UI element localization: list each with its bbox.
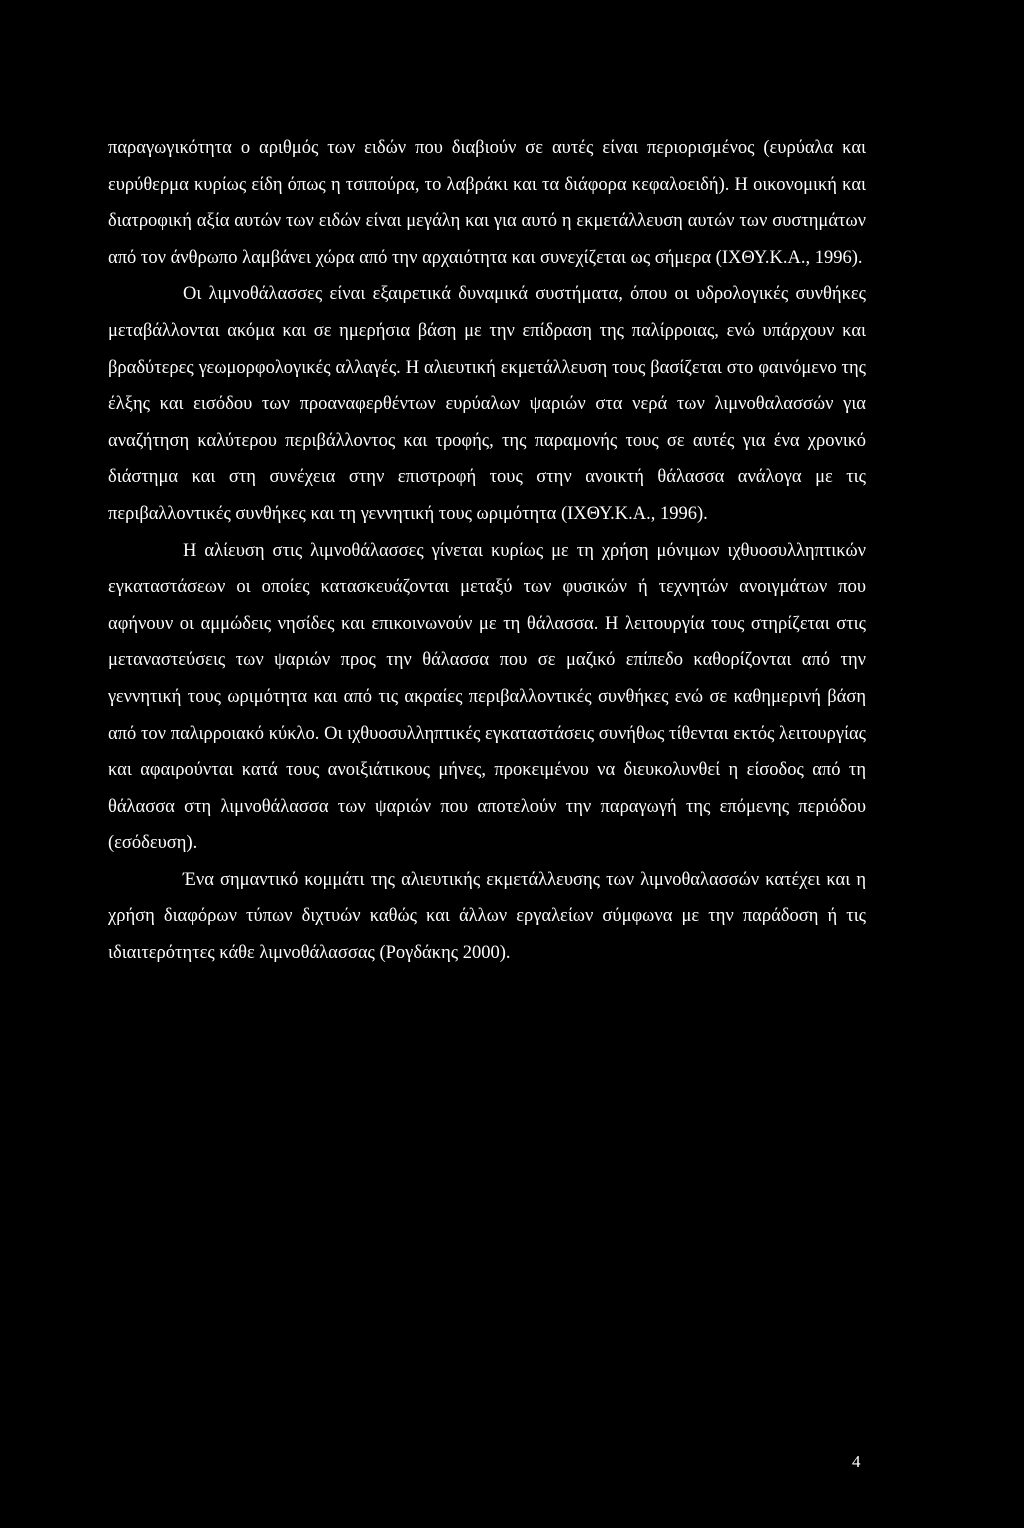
page-number: 4 xyxy=(852,1452,861,1471)
paragraph-2: Οι λιμνοθάλασσες είναι εξαιρετικά δυναμικά συστήματα, όπου οι υδρολογικές συνθήκες μεταβάλλονται ακόμα και σε ημερήσια βάση με την επίδραση της παλίρροιας, ενώ υπάρχουν και βραδύτερες γεωμορφολογικές αλλαγές. Η αλιευτική εκμετάλλευση τους βασίζεται στο φαινόμενο της έλξης και εισόδου των προαναφερθέντων ευρύαλων ψαριών στα νερά των λιμνοθαλασσών για αναζήτηση καλύτερου περιβάλλοντος και τροφής, της παραμονής τους σε αυτές για ένα χρονικό διάστημα και στη συνέχεια στην επιστροφή τους στην ανοικτή θάλασσα ανάλογα με τις περιβαλλοντικές συνθήκες και τη γεννητική τους ωριμότητα (ΙΧΘΥ.Κ.Α., 1996). xyxy=(108,284,866,524)
paragraph-1: παραγωγικότητα ο αριθμός των ειδών που διαβιούν σε αυτές είναι περιορισμένος (ευρύαλα και ευρύθερμα κυρίως είδη όπως η τσιπούρα, το λαβράκι και τα διάφορα κεφαλοειδή). Η οικονομική και διατροφική αξία αυτών των ειδών είναι μεγάλη και για αυτό η εκμετάλλευση αυτών των συστημάτων από τον άνθρωπο λαμβάνει χώρα από την αρχαιότητα και συνεχίζεται ως σήμερα (ΙΧΘΥ.Κ.Α., 1996). xyxy=(108,138,866,268)
paragraph-4: Ένα σημαντικό κομμάτι της αλιευτικής εκμετάλλευσης των λιμνοθαλασσών κατέχει και η χρήση διαφόρων τύπων διχτυών καθώς και άλλων εργαλείων σύμφωνα με την παράδοση ή τις ιδιαιτερότητες κάθε λιμνοθάλασσας (Ρογδάκης 2000). xyxy=(108,869,866,964)
paragraph-3: Η αλίευση στις λιμνοθάλασσες γίνεται κυρίως με τη χρήση μόνιμων ιχθυοσυλληπτικών εγκαταστάσεων οι οποίες κατασκευάζονται μεταξύ των φυσικών ή τεχνητών ανοιγμάτων που αφήνουν οι αμμώδεις νησίδες και επικοινωνούν με τη θάλασσα. Η λειτουργία τους στηρίζεται στις μεταναστεύσεις των ψαριών προς την θάλασσα που σε μαζικό επίπεδο καθορίζονται από την γεννητική τους ωριμότητα και από τις ακραίες περιβαλλοντικές συνθήκες ενώ σε καθημερινή βάση από τον παλιρροιακό κύκλο. Οι ιχθυοσυλληπτικές εγκαταστάσεις συνήθως τίθενται εκτός λειτουργίας και αφαιρούνται κατά τους ανοιξιάτικους μήνες, προκειμένου να διευκολυνθεί η είσοδος από τη θάλασσα στη λιμνοθάλασσα των ψαριών που αποτελούν την παραγωγή της επόμενης περιόδου (εσόδευση). xyxy=(108,540,866,854)
body-text xyxy=(108,130,866,972)
